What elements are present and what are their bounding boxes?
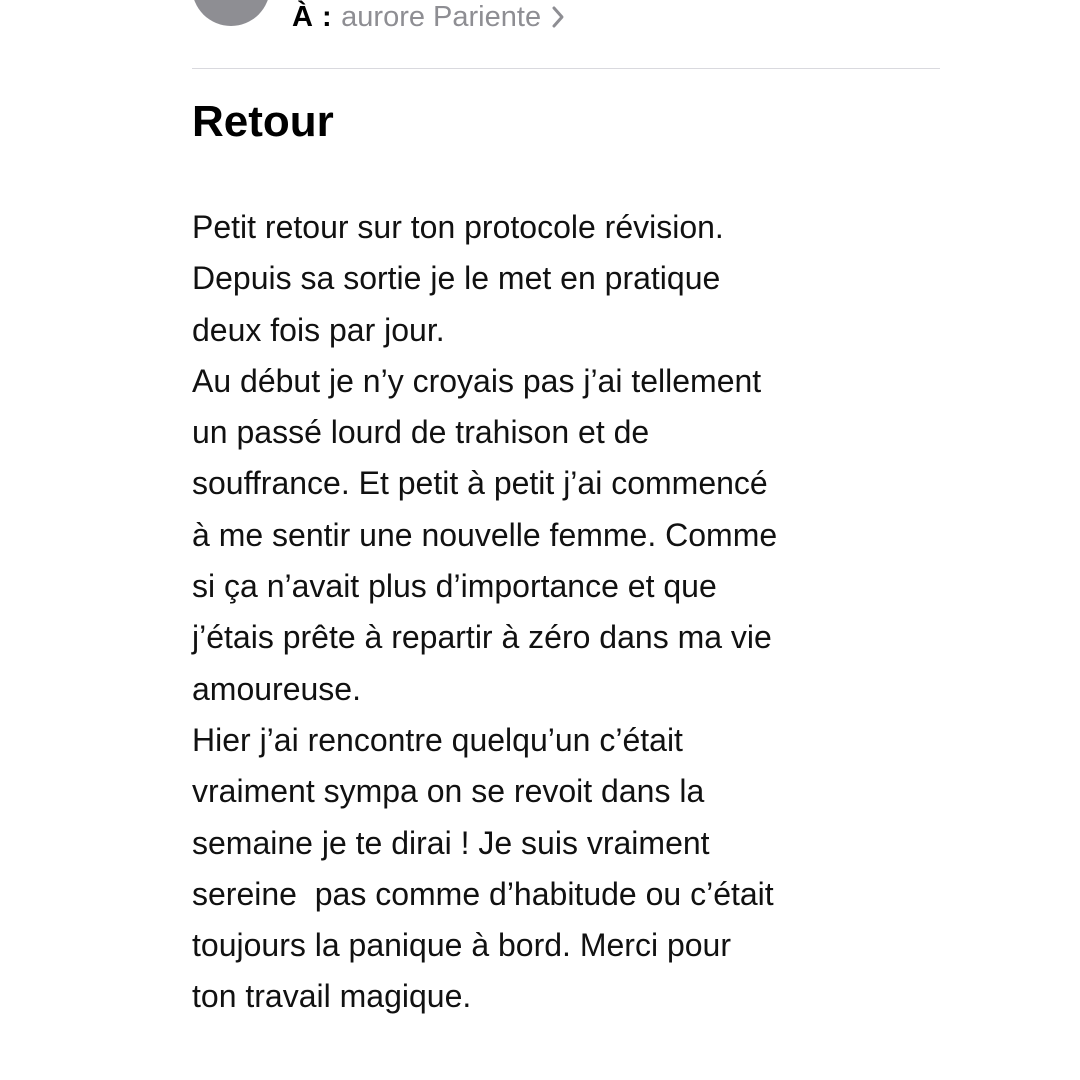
body-line: un passé lourd de trahison et de (192, 414, 650, 451)
email-body (192, 202, 952, 1023)
body-line: vraiment sympa on se revoit dans la (192, 773, 705, 810)
body-line: Depuis sa sortie je le met en pratique (192, 260, 721, 297)
to-label: À : (292, 0, 333, 33)
body-line: semaine je te dirai ! Je suis vraiment (192, 824, 710, 861)
body-line: souffrance. Et petit à petit j’ai commencé (192, 465, 768, 502)
body-line: toujours la panique à bord. Merci pour (192, 927, 731, 964)
chevron-right-icon[interactable] (551, 5, 565, 29)
recipient-row[interactable] (292, 0, 565, 34)
body-line: deux fois par jour. (192, 311, 445, 348)
body-line: sereine pas comme d’habitude ou c’était (192, 875, 774, 912)
body-line: si ça n’avait plus d’importance et que (192, 568, 717, 605)
body-line: j’étais prête à repartir à zéro dans ma vie (192, 619, 772, 656)
body-line: Au début je n’y croyais pas j’ai tellement (192, 362, 762, 399)
email-subject: Retour (192, 97, 334, 146)
header-divider (192, 68, 940, 69)
body-line: Petit retour sur ton protocole révision. (192, 209, 724, 245)
body-line: amoureuse. (192, 670, 361, 707)
body-line: Hier j’ai rencontre quelqu’un c’était (192, 721, 683, 758)
sender-avatar[interactable] (192, 0, 270, 26)
recipient-name[interactable]: aurore Pariente (341, 0, 542, 33)
body-line: ton travail magique. (192, 978, 472, 1015)
body-line: à me sentir une nouvelle femme. Comme (192, 516, 778, 553)
